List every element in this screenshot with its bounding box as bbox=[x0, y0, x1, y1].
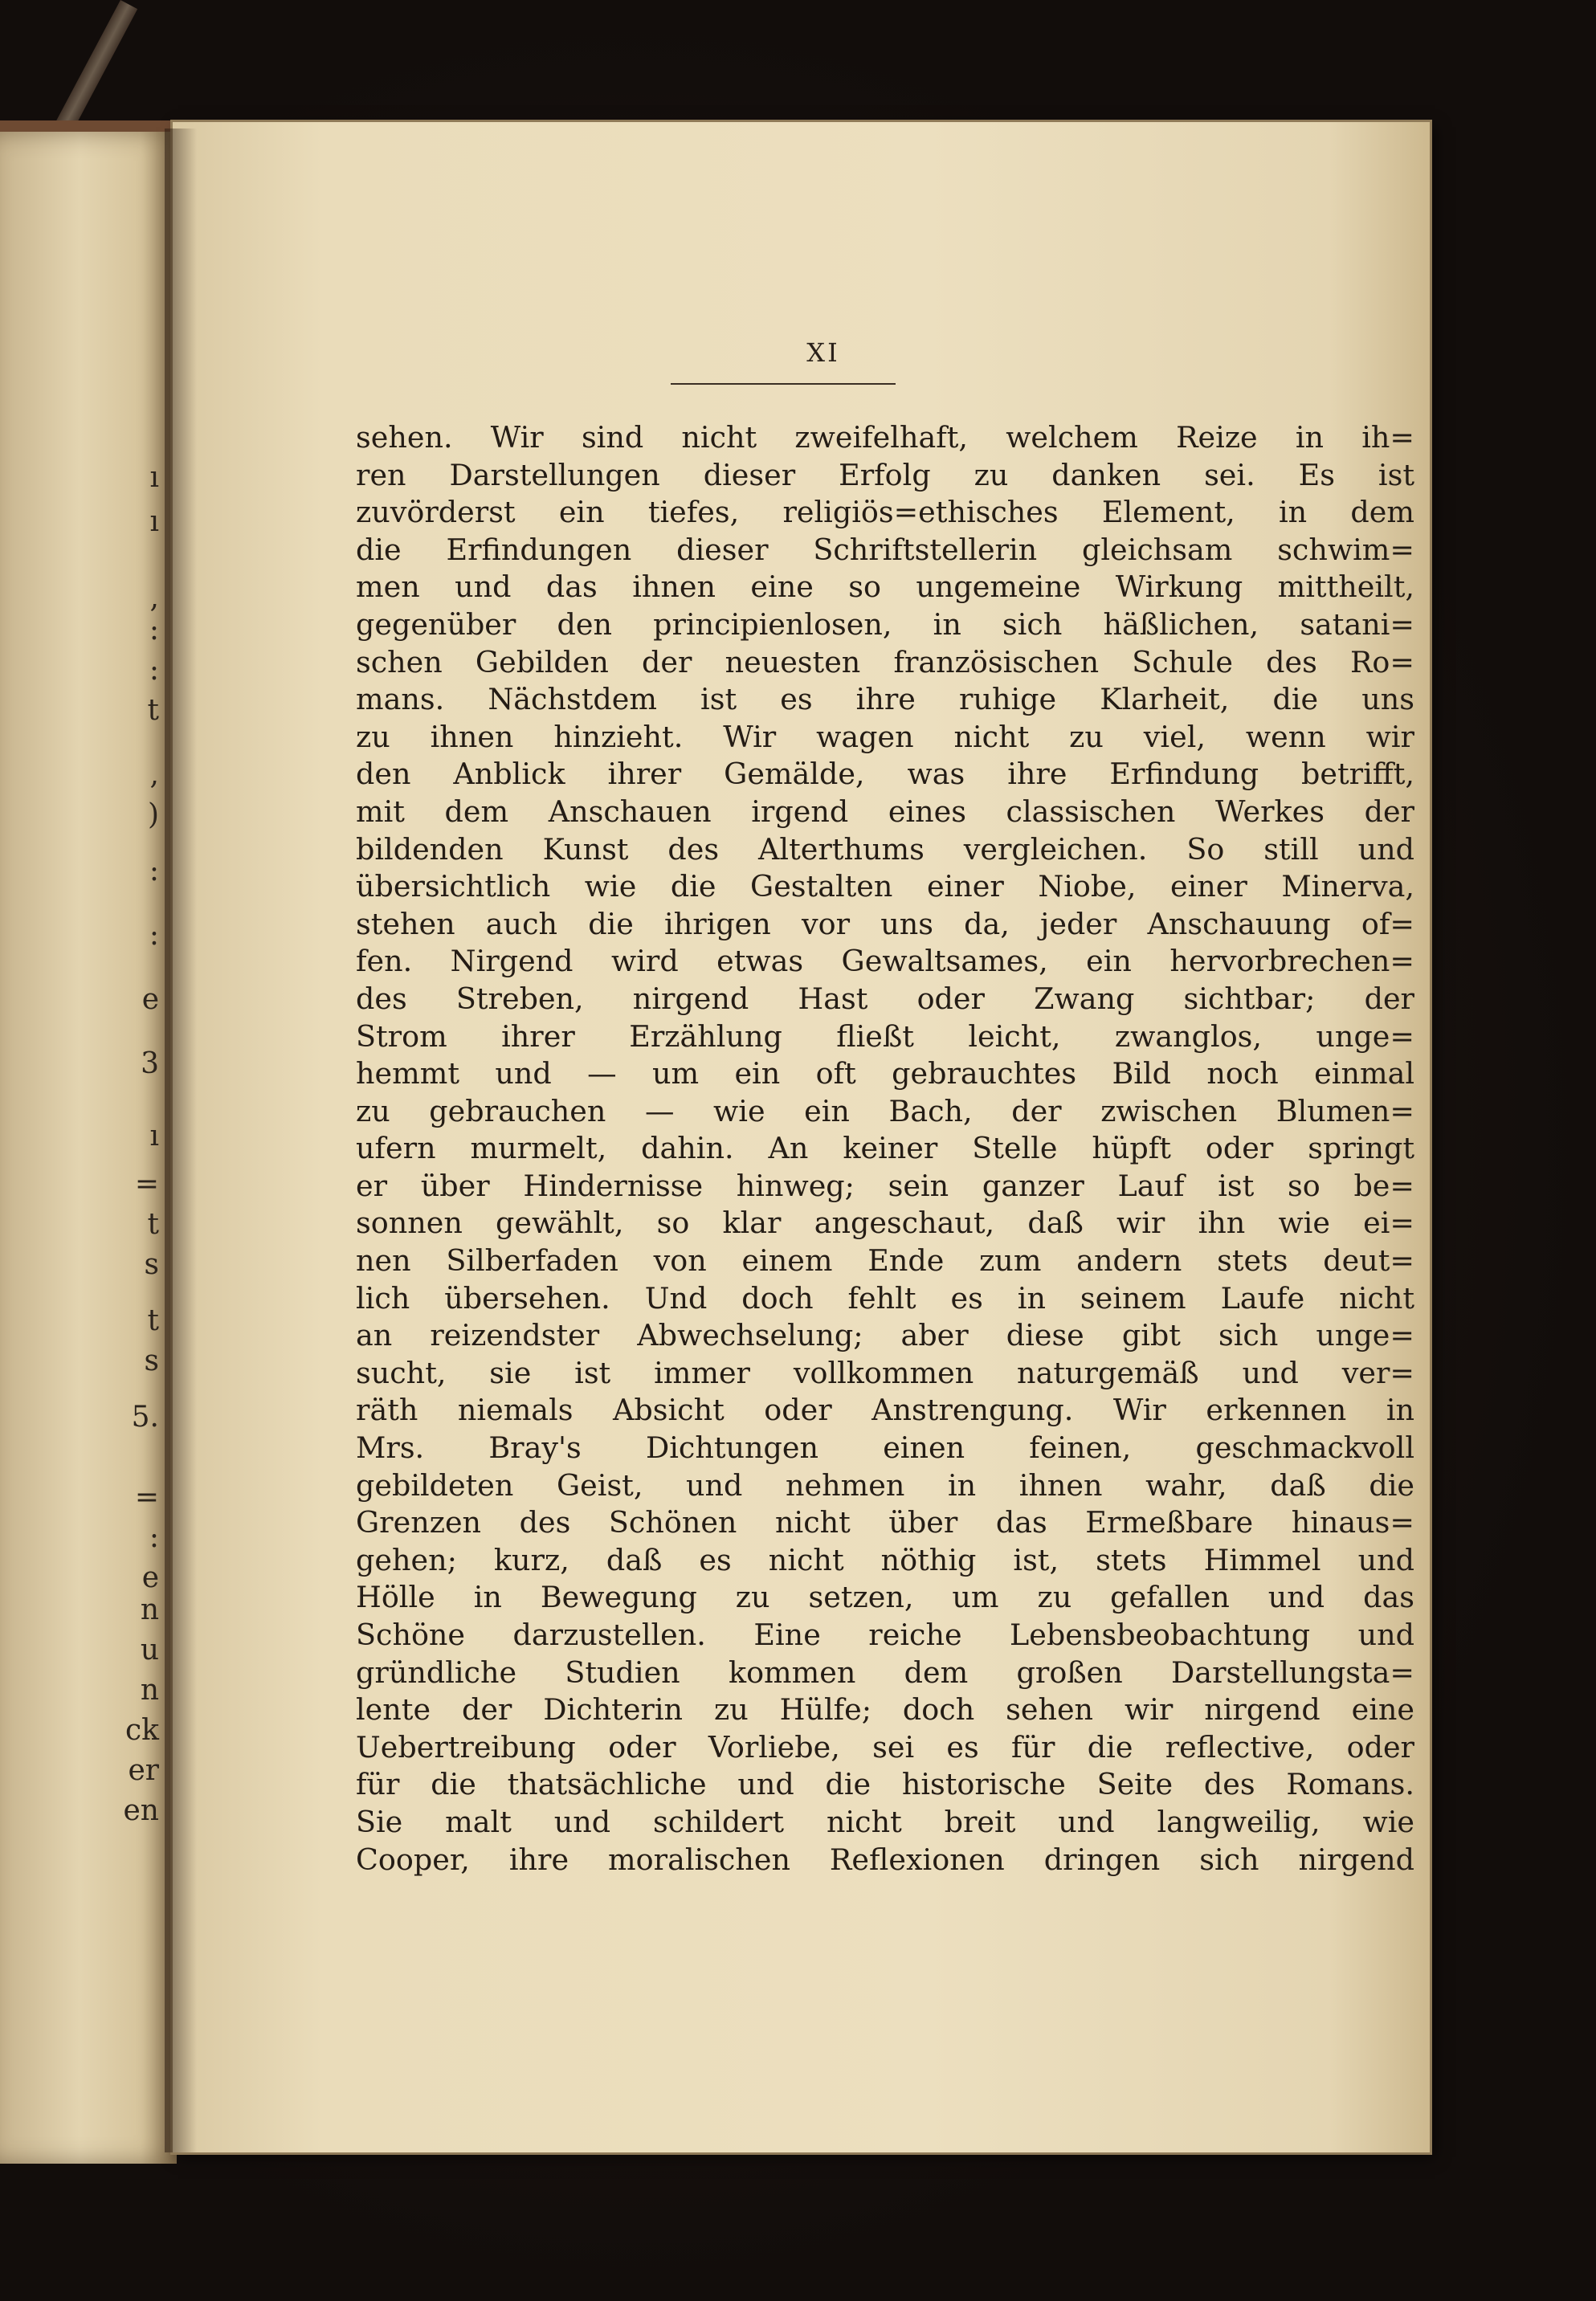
text-line: sonnen gewählt, so klar angeschaut, daß wir ihn wie ei= bbox=[356, 1206, 1414, 1241]
text-line: zuvörderst ein tiefes, religiös=ethisches Element, in dem bbox=[356, 495, 1414, 530]
text-line: stehen auch die ihrigen vor uns da, jeder Anschauung of= bbox=[356, 906, 1414, 941]
text-line: Strom ihrer Erzählung fließt leicht, zwanglos, unge= bbox=[356, 1018, 1414, 1054]
text-line: men und das ihnen eine so ungemeine Wirkung mittheilt, bbox=[356, 569, 1414, 605]
text-line: zu ihnen hinzieht. Wir wagen nicht zu viel, wenn wir bbox=[356, 719, 1414, 754]
margin-fragment: e bbox=[141, 983, 159, 1016]
text-line: Hölle in Bewegung zu setzen, um zu gefallen und das bbox=[356, 1580, 1414, 1615]
margin-fragment: en bbox=[123, 1794, 159, 1827]
margin-fragment: : bbox=[149, 919, 159, 952]
text-line: fen. Nirgend wird etwas Gewaltsames, ein hervorbrechen= bbox=[356, 944, 1414, 979]
text-line: Grenzen des Schönen nicht über das Ermeßbare hinaus= bbox=[356, 1505, 1414, 1540]
margin-fragment: n bbox=[140, 1593, 159, 1626]
text-line: gehen; kurz, daß es nicht nöthig ist, stets Himmel und bbox=[356, 1542, 1414, 1577]
text-line: Cooper, ihre moralischen Reflexionen dringen sich nirgend bbox=[356, 1842, 1414, 1877]
text-line: mit dem Anschauen irgend eines classischen Werkes der bbox=[356, 794, 1414, 829]
bookmark-ribbon bbox=[52, 0, 137, 137]
text-line: gründliche Studien kommen dem großen Darstellungsta= bbox=[356, 1654, 1414, 1690]
text-line: schen Gebilden der neuesten französischen Schule des Ro= bbox=[356, 644, 1414, 679]
header-rule bbox=[671, 383, 896, 385]
body-text bbox=[356, 419, 1414, 1879]
margin-fragment: e bbox=[141, 1561, 159, 1594]
right-page bbox=[173, 122, 1430, 2152]
margin-fragment: : bbox=[149, 654, 159, 687]
text-line: ufern murmelt, dahin. An keiner Stelle hüpft oder springt bbox=[356, 1131, 1414, 1166]
text-line: nen Silberfaden von einem Ende zum andern stets deut= bbox=[356, 1243, 1414, 1279]
text-line: übersichtlich wie die Gestalten einer Niobe, einer Minerva, bbox=[356, 869, 1414, 904]
margin-fragment: u bbox=[140, 1634, 159, 1667]
text-line: gegenüber den principienlosen, in sich häßlichen, satani= bbox=[356, 606, 1414, 642]
margin-fragment: s bbox=[144, 1248, 159, 1281]
text-line: hemmt und — um ein oft gebrauchtes Bild noch einmal bbox=[356, 1056, 1414, 1091]
margin-fragment: , bbox=[149, 758, 159, 791]
text-line: sucht, sie ist immer vollkommen naturgemäß und ver= bbox=[356, 1355, 1414, 1390]
margin-fragment: : bbox=[149, 1521, 159, 1554]
margin-fragment: 5. bbox=[131, 1401, 159, 1434]
text-line: Sie malt und schildert nicht breit und langweilig, wie bbox=[356, 1804, 1414, 1839]
text-line: gebildeten Geist, und nehmen in ihnen wahr, daß die bbox=[356, 1467, 1414, 1503]
text-line: lente der Dichterin zu Hülfe; doch sehen wir nirgend eine bbox=[356, 1692, 1414, 1728]
text-line: sehen. Wir sind nicht zweifelhaft, welchem Reize in ih= bbox=[356, 420, 1414, 455]
margin-fragment: ck bbox=[125, 1714, 159, 1747]
margin-fragment: t bbox=[147, 1304, 159, 1337]
margin-fragment: ı bbox=[149, 461, 159, 494]
margin-fragment: t bbox=[147, 1208, 159, 1241]
text-line: zu gebrauchen — wie ein Bach, der zwischen Blumen= bbox=[356, 1093, 1414, 1128]
text-line: den Anblick ihrer Gemälde, was ihre Erfindung betrifft, bbox=[356, 757, 1414, 792]
left-page bbox=[0, 120, 177, 2164]
text-line: für die thatsächliche und die historische Seite des Romans. bbox=[356, 1767, 1414, 1802]
text-line: Schöne darzustellen. Eine reiche Lebensbeobachtung und bbox=[356, 1618, 1414, 1652]
page-number: XI bbox=[806, 337, 840, 368]
page-gutter-shadow bbox=[165, 129, 197, 2152]
margin-fragment: 3 bbox=[141, 1047, 159, 1080]
text-line: lich übersehen. Und doch fehlt es in seinem Laufe nicht bbox=[356, 1280, 1414, 1316]
text-line: bildenden Kunst des Alterthums vergleichen. So still und bbox=[356, 831, 1414, 867]
margin-fragment: : bbox=[149, 614, 159, 647]
margin-fragment: n bbox=[140, 1674, 159, 1707]
text-line: des Streben, nirgend Hast oder Zwang sichtbar; der bbox=[356, 981, 1414, 1016]
margin-fragment: t bbox=[147, 694, 159, 727]
margin-fragment: ) bbox=[147, 798, 159, 831]
margin-fragment: = bbox=[134, 1168, 159, 1201]
margin-fragment: ı bbox=[149, 1120, 159, 1153]
text-line: die Erfindungen dieser Schriftstellerin gleichsam schwim= bbox=[356, 532, 1414, 567]
text-line: Mrs. Bray's Dichtungen einen feinen, geschmackvoll bbox=[356, 1430, 1414, 1466]
margin-fragment: s bbox=[144, 1344, 159, 1377]
text-line: Uebertreibung oder Vorliebe, sei es für die reflective, oder bbox=[356, 1729, 1414, 1765]
text-line: an reizendster Abwechselung; aber diese gibt sich unge= bbox=[356, 1318, 1414, 1353]
margin-fragment: er bbox=[128, 1754, 159, 1787]
margin-fragment: , bbox=[149, 581, 159, 614]
text-line: mans. Nächstdem ist es ihre ruhige Klarheit, die uns bbox=[356, 682, 1414, 717]
text-line: er über Hindernisse hinweg; sein ganzer Lauf ist so be= bbox=[356, 1168, 1414, 1203]
text-line: räth niemals Absicht oder Anstrengung. Wir erkennen in bbox=[356, 1393, 1414, 1428]
margin-fragment: ı bbox=[149, 505, 159, 538]
margin-fragment: : bbox=[149, 855, 159, 887]
text-line: ren Darstellungen dieser Erfolg zu danken sei. Es ist bbox=[356, 457, 1414, 492]
margin-fragment: = bbox=[134, 1481, 159, 1514]
